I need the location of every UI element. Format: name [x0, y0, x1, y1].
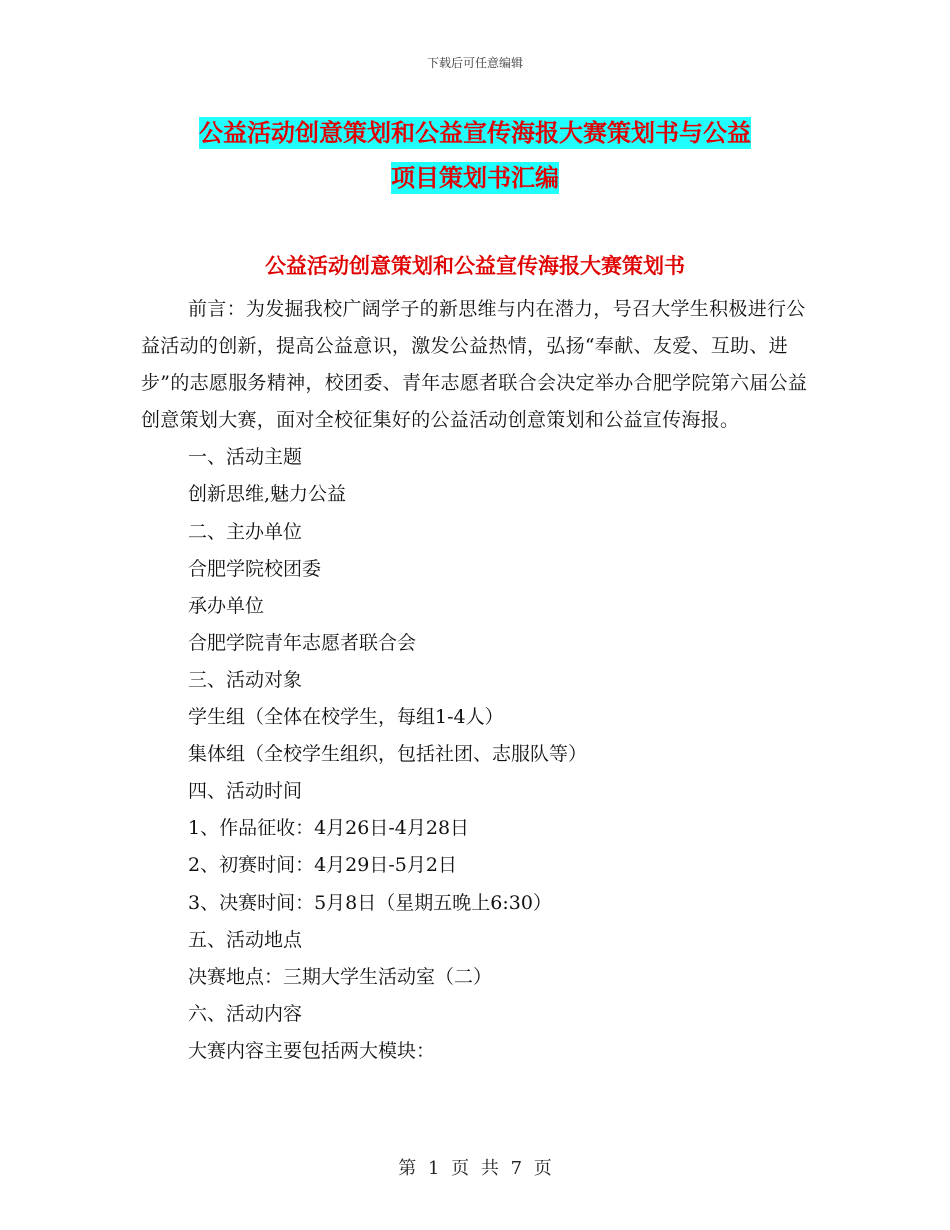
- body-line-content-modules: 大赛内容主要包括两大模块：: [188, 1039, 436, 1062]
- body-line-content-heading: 六、活动内容: [188, 1002, 303, 1025]
- document-title-line-1-text: 公益活动创意策划和公益宣传海报大赛策划书与公益: [199, 119, 751, 147]
- section-title: 公益活动创意策划和公益宣传海报大赛策划书: [265, 254, 685, 278]
- document-title-line-2-text: 项目策划书汇编: [391, 164, 559, 192]
- document-title-line-2: [0, 158, 950, 193]
- document-title-line-1: [0, 113, 950, 148]
- body-line-final-location: 决赛地点：三期大学生活动室（二）: [188, 965, 493, 988]
- body-line-organizer: 合肥学院校团委: [188, 557, 322, 580]
- body-line-preliminary-time: 2、初赛时间：4月29日-5月2日: [188, 854, 457, 877]
- body-line-student-group: 学生组（全体在校学生，每组1-4人）: [188, 706, 504, 729]
- body-line-collective-group: 集体组（全校学生组织，包括社团、志服队等）: [188, 743, 588, 766]
- body-line-submission-time: 1、作品征收：4月26日-4月28日: [188, 817, 470, 840]
- body-line-co-organizer-heading: 承办单位: [188, 594, 265, 617]
- page-number-footer: 第 1 页 共 7 页: [398, 1158, 552, 1179]
- page-header-note: 下载后可任意编辑: [426, 56, 523, 70]
- body-line-location-heading: 五、活动地点: [188, 928, 303, 951]
- body-line-theme-heading: 一、活动主题: [188, 446, 303, 469]
- body-line-participants-heading: 三、活动对象: [188, 668, 303, 691]
- document-body: [141, 291, 811, 1070]
- body-line-theme: 创新思维,魅力公益: [188, 483, 347, 506]
- preface-paragraph: 前言：为发掘我校广阔学子的新思维与内在潜力，号召大学生积极进行公益活动的创新，提高公益意识，激发公益热情，弘扬“奉献、友爱、互助、进步”的志愿服务精神，校团委、青年志愿者联合会决定举办合肥学院第六届公益创意策划大赛，面对全校征集好的公益活动创意策划和公益宣传海报。: [141, 298, 808, 432]
- body-line-co-organizer: 合肥学院青年志愿者联合会: [188, 631, 417, 654]
- body-line-final-time: 3、决赛时间：5月8日（星期五晚上6:30）: [188, 891, 552, 914]
- body-line-time-heading: 四、活动时间: [188, 780, 303, 803]
- body-line-organizer-heading: 二、主办单位: [188, 520, 303, 543]
